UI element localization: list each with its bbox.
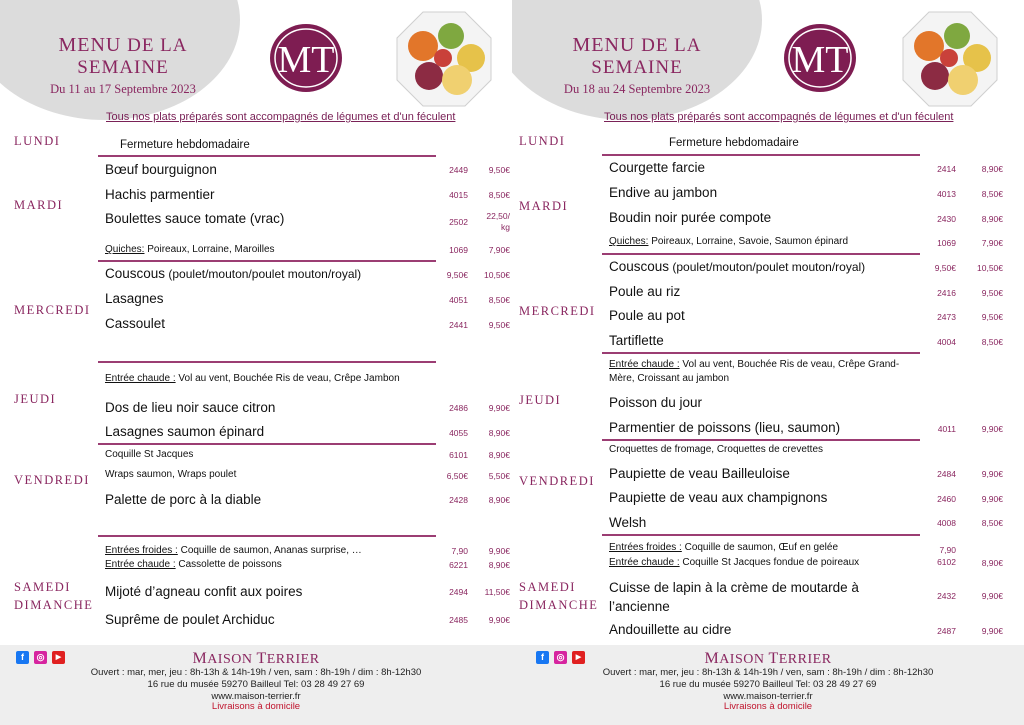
dish-code: 2484 — [937, 469, 956, 479]
section-divider — [98, 443, 436, 445]
entree-chaude-line — [105, 559, 282, 570]
dish-code: 4013 — [937, 189, 956, 199]
facebook-icon[interactable]: f — [536, 651, 549, 664]
dish-name: Palette de porc à la diable — [105, 492, 262, 507]
dish-name: Lasagnes — [105, 291, 164, 306]
dish-price: 7,90€ — [488, 245, 510, 255]
dish-name: Coquille St Jacques — [105, 449, 194, 460]
brand-part: ERRIER — [778, 652, 832, 667]
dish-price: 9,90€ — [981, 494, 1003, 504]
section-divider — [602, 439, 920, 441]
dish-code: 2486 — [449, 403, 468, 413]
item-text: Coquille de saumon, Ananas surprise, … — [177, 545, 362, 556]
dish-code: 2414 — [937, 164, 956, 174]
dish-code: 2460 — [937, 494, 956, 504]
dish-price: 8,90€ — [488, 428, 510, 438]
day-vendredi: VENDREDI — [519, 474, 595, 488]
item-label: Entrées froides : — [105, 545, 178, 556]
menu-title — [526, 34, 748, 97]
day-jeudi: JEUDI — [14, 392, 57, 406]
menu-title — [12, 34, 234, 97]
brand-initial: T — [768, 650, 779, 667]
dish-price: 8,50€ — [488, 190, 510, 200]
dish-price: 8,50€ — [981, 518, 1003, 528]
dish-options: (poulet/mouton/poulet mouton/royal) — [669, 260, 866, 274]
dish-name: Tartiflette — [609, 333, 664, 348]
footer — [0, 645, 512, 725]
dish-code: 2432 — [937, 591, 956, 601]
section-divider — [98, 155, 436, 157]
dish-main: Couscous — [609, 259, 670, 274]
dish-name: Endive au jambon — [609, 185, 718, 200]
day-lundi: LUNDI — [519, 134, 566, 148]
dish-price: 10,50€ — [484, 270, 510, 280]
entree-line — [609, 358, 909, 386]
dish-name: Welsh — [609, 515, 647, 530]
dish-code: 4051 — [449, 295, 468, 305]
day-samedi: SAMEDI — [14, 580, 71, 594]
week-dates: Du 11 au 17 Septembre 2023 — [50, 82, 196, 96]
dish-name: Suprême de poulet Archiduc — [105, 612, 275, 627]
dish-price: 8,90€ — [981, 558, 1003, 568]
delivery-note: Livraisons à domicile — [723, 701, 813, 712]
dish-code: 1069 — [449, 245, 468, 255]
item-label: Entrée chaude : — [105, 559, 176, 570]
brand-initial: T — [256, 650, 267, 667]
dish-name — [609, 259, 865, 274]
item-text: Vol au vent, Bouchée Ris de veau, Crêpe Grand-Mère, Croissant au jambon — [609, 359, 900, 384]
dish-price: 9,90€ — [981, 424, 1003, 434]
dish-code: 7,90 — [939, 545, 956, 555]
opening-hours: Ouvert : mar, mer, jeu : 8h-13h & 14h-19h / ven, sam : 8h-19h / dim : 8h-12h30 — [90, 667, 422, 678]
day-mercredi: MERCREDI — [519, 304, 596, 318]
section-divider — [98, 260, 436, 262]
item-label: Entrées froides : — [609, 542, 682, 553]
dish-code: 2441 — [449, 320, 468, 330]
dish-photo — [395, 10, 493, 108]
dish-price — [464, 211, 510, 233]
dish-name: Hachis parmentier — [105, 187, 215, 202]
dish-name: Cassoulet — [105, 316, 166, 331]
brand-name — [512, 650, 1024, 668]
dish-code: 2416 — [937, 288, 956, 298]
dish-name: Mijoté d’agneau confit aux poires — [105, 584, 303, 599]
dish-code: 2487 — [937, 626, 956, 636]
instagram-icon[interactable]: ◎ — [34, 651, 47, 664]
day-vendredi: VENDREDI — [14, 473, 90, 487]
dish-price: 9,50€ — [488, 165, 510, 175]
dish-code: 2502 — [449, 217, 468, 227]
dish-photo — [901, 10, 999, 108]
day-dimanche: DIMANCHE — [519, 598, 599, 612]
dish-price: 8,50€ — [488, 295, 510, 305]
website-link[interactable]: www.maison-terrier.fr — [211, 691, 301, 702]
youtube-icon[interactable]: ▶ — [52, 651, 65, 664]
item-label: Entrée chaude : — [105, 373, 176, 384]
price-unit: kg — [501, 222, 510, 232]
dish-name: Boudin noir purée compote — [609, 210, 772, 225]
address: 16 rue du musée 59270 Bailleul Tel: 03 28 49 27 69 — [147, 679, 365, 690]
closure-text: Fermeture hebdomadaire — [120, 139, 250, 151]
dish-code: 2449 — [449, 165, 468, 175]
dish-code: 9,50€ — [446, 270, 468, 280]
day-mercredi: MERCREDI — [14, 303, 91, 317]
dish-name: Courgette farcie — [609, 160, 706, 175]
dish-name: Wraps saumon, Wraps poulet — [105, 469, 237, 480]
dish-price: 9,50€ — [488, 320, 510, 330]
dish-code: 6221 — [449, 560, 468, 570]
delivery-note: Livraisons à domicile — [211, 701, 301, 712]
dish-code: 2473 — [937, 312, 956, 322]
closure-text: Fermeture hebdomadaire — [669, 137, 799, 149]
dish-price: 8,90€ — [488, 560, 510, 570]
quiches-line — [105, 244, 275, 255]
dish-name: Dos de lieu noir sauce citron — [105, 400, 276, 415]
section-divider — [602, 534, 920, 536]
price-value: 22,50/ — [486, 211, 510, 221]
dish-code: 4011 — [937, 424, 956, 434]
dish-code: 4004 — [937, 337, 956, 347]
dish-price: 9,90€ — [981, 626, 1003, 636]
opening-hours: Ouvert : mar, mer, jeu : 8h-13h & 14h-19h / ven, sam : 8h-19h / dim : 8h-12h30 — [602, 667, 934, 678]
dish-name: Croquettes de fromage, Croquettes de crevettes — [609, 444, 824, 455]
item-label: Entrée chaude : — [609, 359, 680, 370]
day-mardi: MARDI — [14, 198, 64, 212]
dish-code: 7,90 — [451, 546, 468, 556]
section-divider — [98, 535, 436, 537]
dish-code: 2494 — [449, 587, 468, 597]
dish-price: 8,90€ — [981, 214, 1003, 224]
dish-name: Poule au pot — [609, 308, 685, 323]
dish-name: Poisson du jour — [609, 395, 703, 410]
facebook-icon[interactable]: f — [16, 651, 29, 664]
item-text: Coquille de saumon, Œuf en gelée — [681, 542, 839, 553]
dish-name: Paupiette de veau aux champignons — [609, 490, 828, 505]
item-label: Quiches: — [609, 236, 649, 247]
youtube-icon[interactable]: ▶ — [572, 651, 585, 664]
accompaniment-note: Tous nos plats préparés sont accompagnés de légumes et d'un féculent — [604, 111, 954, 123]
brand-part: AISON — [719, 652, 769, 667]
brand-part: AISON — [207, 652, 257, 667]
entree-line — [105, 373, 400, 384]
dish-code: 2428 — [449, 495, 468, 505]
section-divider — [602, 253, 920, 255]
brand-part: ERRIER — [266, 652, 320, 667]
day-dimanche: DIMANCHE — [14, 598, 94, 612]
dish-price: 9,90€ — [488, 403, 510, 413]
day-samedi: SAMEDI — [519, 580, 576, 594]
dish-code: 2430 — [937, 214, 956, 224]
brand-name — [0, 650, 512, 668]
section-divider — [602, 154, 920, 156]
dish-price: 9,50€ — [981, 312, 1003, 322]
title-menu: MENU — [572, 34, 636, 56]
title-rest: DE LA SEMAINE — [591, 35, 702, 78]
dish-price: 10,50€ — [977, 263, 1003, 273]
item-text: Poireaux, Lorraine, Maroilles — [144, 244, 275, 255]
dish-code: 1069 — [937, 238, 956, 248]
dish-price: 8,50€ — [981, 337, 1003, 347]
accompaniment-note: Tous nos plats préparés sont accompagnés de légumes et d'un féculent — [106, 111, 456, 123]
dish-price: 7,90€ — [981, 238, 1003, 248]
dish-price: 5,50€ — [488, 471, 510, 481]
dish-name: Paupiette de veau Bailleuloise — [609, 466, 790, 481]
item-text: Coquille St Jacques fondue de poireaux — [679, 557, 860, 568]
dish-name: Boulettes sauce tomate (vrac) — [105, 211, 285, 226]
dish-name: Cuisse de lapin à la crème de moutarde à l’ancienne — [609, 580, 859, 614]
dish-price: 9,50€ — [981, 288, 1003, 298]
title-rest: DE LA SEMAINE — [77, 35, 188, 78]
dish-code: 4015 — [449, 190, 468, 200]
item-text: Cassolette de poissons — [175, 559, 282, 570]
dish-price: 8,50€ — [981, 189, 1003, 199]
entree-froide-line — [105, 545, 362, 556]
item-label: Entrée chaude : — [609, 557, 680, 568]
entree-froide-line — [609, 542, 838, 553]
section-divider — [98, 361, 436, 363]
dish-code: 6102 — [937, 557, 956, 567]
dish-price: 9,90€ — [488, 615, 510, 625]
dish-name: Poule au riz — [609, 284, 681, 299]
dish-price: 8,90€ — [488, 495, 510, 505]
dish-name: Andouillette au cidre — [609, 622, 732, 637]
title-menu: MENU — [58, 34, 122, 56]
item-label: Quiches: — [105, 244, 145, 255]
day-lundi: LUNDI — [14, 134, 61, 148]
quiches-line — [609, 236, 848, 247]
dish-price: 9,90€ — [488, 546, 510, 556]
day-jeudi: JEUDI — [519, 393, 562, 407]
svg-text:MT: MT — [277, 39, 335, 81]
address: 16 rue du musée 59270 Bailleul Tel: 03 28 49 27 69 — [659, 679, 877, 690]
dish-price: 9,90€ — [981, 469, 1003, 479]
menu-page-week-2 — [512, 0, 1024, 725]
dish-code: 4008 — [937, 518, 956, 528]
week-dates: Du 18 au 24 Septembre 2023 — [563, 82, 711, 96]
maison-terrier-logo — [782, 22, 858, 94]
dish-price: 8,90€ — [981, 164, 1003, 174]
dish-name: Lasagnes saumon épinard — [105, 424, 265, 439]
section-divider — [602, 352, 920, 354]
dish-price: 11,50€ — [484, 587, 510, 597]
dish-code: 6,50€ — [446, 471, 468, 481]
brand-initial: M — [704, 650, 720, 667]
day-mardi: MARDI — [519, 199, 569, 213]
dish-code: 4055 — [449, 428, 468, 438]
dish-options: (poulet/mouton/poulet mouton/royal) — [165, 267, 362, 281]
dish-main: Couscous — [105, 266, 166, 281]
dish-name — [105, 266, 361, 281]
dish-code: 9,50€ — [934, 263, 956, 273]
dish-name: Parmentier de poissons (lieu, saumon) — [609, 420, 841, 435]
dish-name: Bœuf bourguignon — [105, 162, 217, 177]
footer — [512, 645, 1024, 725]
brand-initial: M — [192, 650, 208, 667]
dish-price: 8,90€ — [488, 450, 510, 460]
instagram-icon[interactable]: ◎ — [554, 651, 567, 664]
maison-terrier-logo — [268, 22, 344, 94]
item-text: Vol au vent, Bouchée Ris de veau, Crêpe Jambon — [175, 373, 400, 384]
dish-code: 6101 — [449, 450, 468, 460]
dish-price: 9,90€ — [981, 591, 1003, 601]
website-link[interactable]: www.maison-terrier.fr — [723, 691, 813, 702]
item-text: Poireaux, Lorraine, Savoie, Saumon épinard — [648, 236, 849, 247]
dish-code: 2485 — [449, 615, 468, 625]
svg-text:MT: MT — [791, 39, 849, 81]
entree-chaude-line — [609, 557, 859, 568]
